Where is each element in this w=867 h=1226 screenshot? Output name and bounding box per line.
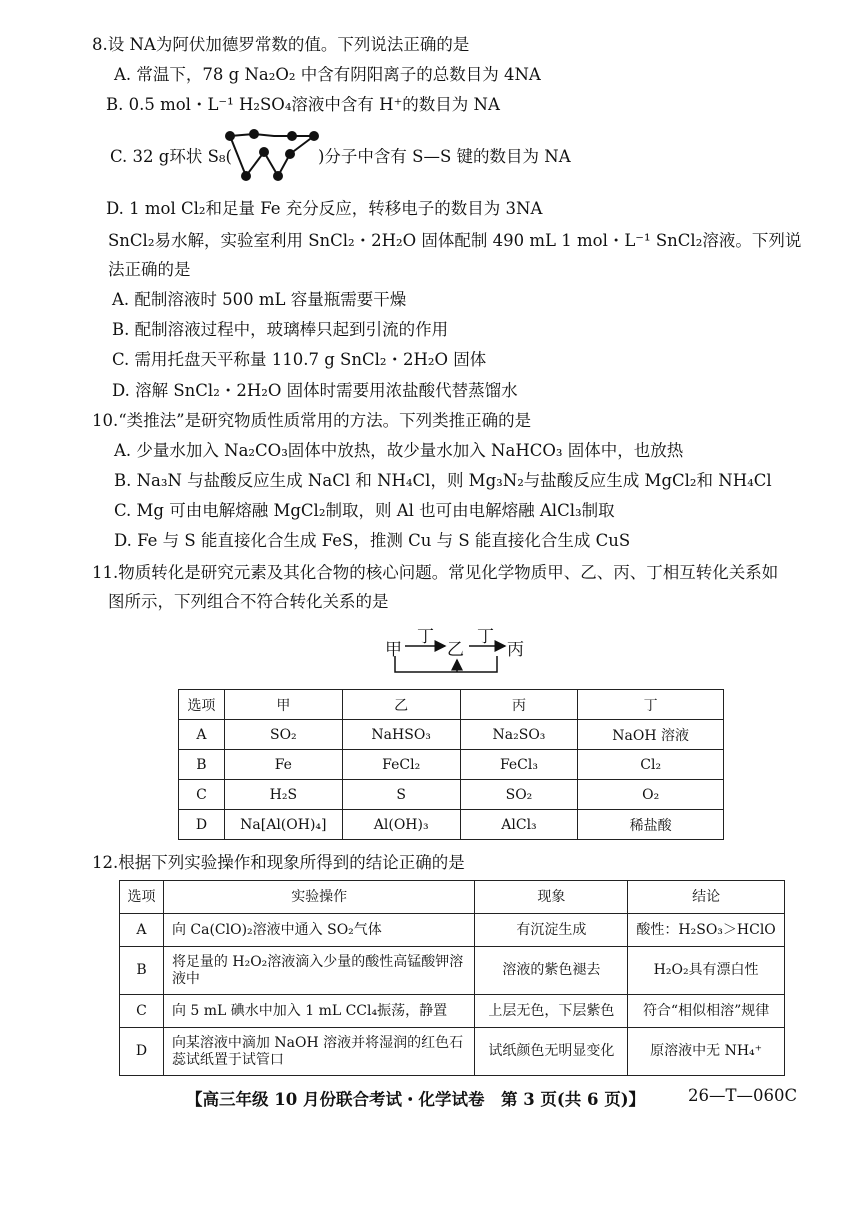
table-cell: S [342, 780, 460, 810]
table-row [120, 914, 785, 947]
table-header-row [120, 881, 785, 914]
node-jia: 甲 [385, 640, 402, 660]
table-cell: C [179, 780, 225, 810]
q8-option-b: B. 0.5 mol・L⁻¹ H₂SO₄溶液中含有 H⁺的数目为 NA [106, 95, 500, 114]
q8-option-d: D. 1 mol Cl₂和足量 Fe 充分反应，转移电子的数目为 3NA [106, 199, 543, 218]
table-cell: 向 5 mL 碘水中加入 1 mL CCl₄振荡，静置 [163, 995, 475, 1028]
table-cell: 向某溶液中滴加 NaOH 溶液并将湿润的红色石蕊试纸置于试管口 [163, 1028, 475, 1076]
table-cell: 酸性：H₂SO₃＞HClO [628, 914, 785, 947]
header-cell: 乙 [342, 690, 460, 720]
table-cell: AlCl₃ [460, 810, 578, 840]
header-cell: 现象 [475, 881, 628, 914]
table-cell: B [120, 947, 164, 995]
q8-option-a: A. 常温下，78 g Na₂O₂ 中含有阴阳离子的总数目为 4NA [114, 65, 541, 84]
table-cell: SO₂ [224, 720, 342, 750]
node-bing: 丙 [507, 640, 524, 660]
table-cell: O₂ [578, 780, 724, 810]
table-header-row [179, 690, 724, 720]
q9-option-d: D. 溶解 SnCl₂・2H₂O 固体时需要用浓盐酸代替蒸馏水 [112, 381, 518, 400]
header-cell: 结论 [628, 881, 785, 914]
table-cell: Na[Al(OH)₄] [224, 810, 342, 840]
table-cell: NaHSO₃ [342, 720, 460, 750]
q8-option-c-suffix: )分子中含有 S—S 键的数目为 NA [318, 147, 571, 166]
table-cell: H₂O₂具有漂白性 [628, 947, 785, 995]
q8-stem: 8.设 NA为阿伏加德罗常数的值。下列说法正确的是 [92, 35, 470, 54]
q9-option-c: C. 需用托盘天平称量 110.7 g SnCl₂・2H₂O 固体 [112, 350, 487, 369]
s8-ring-structure [222, 124, 322, 184]
header-cell: 实验操作 [163, 881, 475, 914]
table-cell: D [179, 810, 225, 840]
table-cell: FeCl₃ [460, 750, 578, 780]
header-cell: 选项 [120, 881, 164, 914]
table-row [179, 720, 724, 750]
header-cell: 甲 [224, 690, 342, 720]
table-cell: 稀盐酸 [578, 810, 724, 840]
table-cell: A [120, 914, 164, 947]
q10-option-b: B. Na₃N 与盐酸反应生成 NaCl 和 NH₄Cl，则 Mg₃N₂与盐酸反应生成 MgCl₂和 NH₄Cl [114, 471, 772, 490]
q10-option-a: A. 少量水加入 Na₂CO₃固体中放热，故少量水加入 NaHCO₃ 固体中，也放热 [114, 441, 684, 460]
table-cell: C [120, 995, 164, 1028]
table-cell: 将足量的 H₂O₂溶液滴入少量的酸性高锰酸钾溶液中 [163, 947, 475, 995]
table-cell: Al(OH)₃ [342, 810, 460, 840]
table-cell: B [179, 750, 225, 780]
table-cell: 原溶液中无 NH₄⁺ [628, 1028, 785, 1076]
q10-option-c: C. Mg 可由电解熔融 MgCl₂制取，则 Al 也可由电解熔融 AlCl₃制取 [114, 501, 615, 520]
table-cell: 上层无色，下层紫色 [475, 995, 628, 1028]
page-footer-code: 26—T—060C [688, 1086, 798, 1105]
header-cell: 选项 [179, 690, 225, 720]
table-cell: NaOH 溶液 [578, 720, 724, 750]
node-yi: 乙 [447, 640, 464, 660]
q11-stem-line2: 图所示，下列组合不符合转化关系的是 [108, 592, 389, 611]
arrow-label-1: 丁 [417, 627, 434, 647]
table-row [179, 750, 724, 780]
table-cell: SO₂ [460, 780, 578, 810]
table-row [179, 810, 724, 840]
q9-option-b: B. 配制溶液过程中，玻璃棒只起到引流的作用 [112, 320, 449, 339]
table-cell: 试纸颜色无明显变化 [475, 1028, 628, 1076]
q9-option-a: A. 配制溶液时 500 mL 容量瓶需要干燥 [112, 290, 407, 309]
table-cell: H₂S [224, 780, 342, 810]
q12-stem: 12.根据下列实验操作和现象所得到的结论正确的是 [92, 853, 465, 872]
table-cell: 有沉淀生成 [475, 914, 628, 947]
header-cell: 丁 [578, 690, 724, 720]
table-cell: Cl₂ [578, 750, 724, 780]
table-cell: 向 Ca(ClO)₂溶液中通入 SO₂气体 [163, 914, 475, 947]
q11-table [178, 689, 724, 840]
table-cell: Fe [224, 750, 342, 780]
table-cell: 溶液的紫色褪去 [475, 947, 628, 995]
table-cell: A [179, 720, 225, 750]
table-cell: Na₂SO₃ [460, 720, 578, 750]
conversion-diagram [383, 622, 533, 678]
table-cell: FeCl₂ [342, 750, 460, 780]
table-cell: 符合“相似相溶”规律 [628, 995, 785, 1028]
table-cell: D [120, 1028, 164, 1076]
table-row [120, 995, 785, 1028]
q9-stem-line1: SnCl₂易水解，实验室利用 SnCl₂・2H₂O 固体配制 490 mL 1 mol・L⁻¹ SnCl₂溶液。下列说 [108, 231, 802, 250]
q10-option-d: D. Fe 与 S 能直接化合生成 FeS，推测 Cu 与 S 能直接化合生成 CuS [114, 531, 631, 550]
q12-table [119, 880, 785, 1076]
table-row [179, 780, 724, 810]
page-footer-title: 【高三年级 10 月份联合考试・化学试卷 第 3 页(共 6 页)】 [186, 1090, 646, 1109]
q9-stem-line2: 法正确的是 [108, 260, 191, 279]
table-row [120, 947, 785, 995]
arrow-label-2: 丁 [477, 627, 494, 647]
q8-option-c-prefix: C. 32 g环状 S₈( [110, 147, 232, 166]
q11-stem-line1: 11.物质转化是研究元素及其化合物的核心问题。常见化学物质甲、乙、丙、丁相互转化关系如 [92, 563, 779, 582]
table-row [120, 1028, 785, 1076]
header-cell: 丙 [460, 690, 578, 720]
q10-stem: 10.“类推法”是研究物质性质常用的方法。下列类推正确的是 [92, 411, 532, 430]
